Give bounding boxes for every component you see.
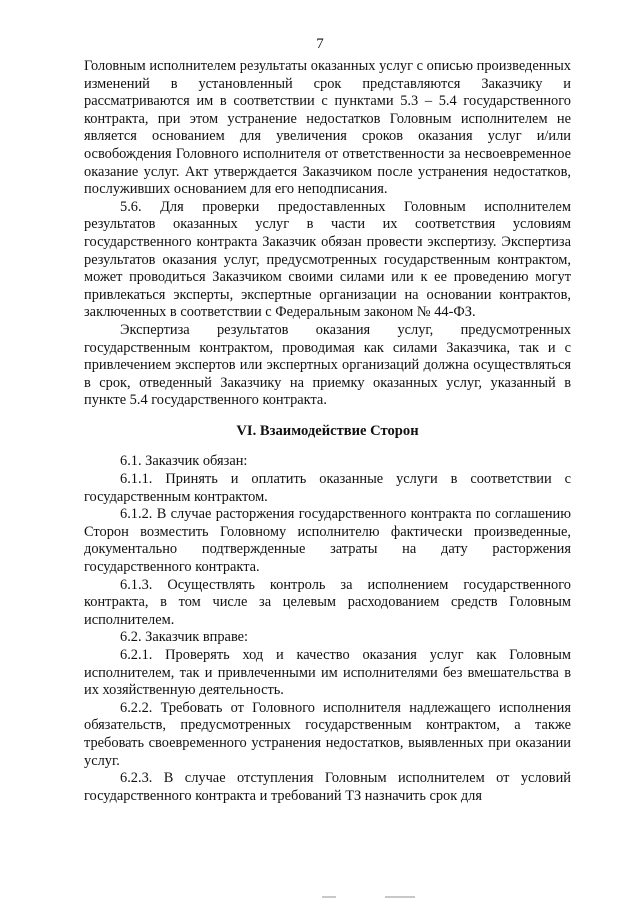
paragraph-6-2-2: 6.2.2. Требовать от Головного исполнителя надлежащего исполнения обязательств, предусмотренных государственным контрактом, а также требовать своевременного устранения недостатков, выявленных при оказании услуг. bbox=[84, 699, 571, 769]
paragraph-expertise: Экспертиза результатов оказания услуг, предусмотренных государственным контрактом, проводимая как силами Заказчика, так и с привлечением экспертов или экспертных организаций должна осуществляться в срок, отведенный Заказчику на приемку оказанных услуг, указанный в пункте 5.4 государственного контракта. bbox=[84, 321, 571, 409]
page-number: 7 bbox=[316, 36, 324, 52]
scan-artifact bbox=[385, 896, 415, 898]
paragraph-continuation: Головным исполнителем результаты оказанных услуг с описью произведенных изменений в установленный срок представляются Заказчику и рассматриваются им в соответствии с пунктами 5.3 – 5.4 государственного контракта, при этом устранение недостатков Головным исполнителем не является основанием для увеличения сроков оказания услуг и/или освобождения Головного исполнителя от ответственности за несвоевременное оказание услуг. Акт утверждается Заказчиком после устранения недостатков, послуживших основанием для его неподписания. bbox=[84, 58, 571, 198]
document-body bbox=[84, 58, 571, 805]
scan-artifact bbox=[322, 896, 336, 898]
paragraph-6-2: 6.2. Заказчик вправе: bbox=[120, 629, 249, 646]
paragraph-6-1: 6.1. Заказчик обязан: bbox=[120, 453, 248, 470]
paragraph-6-1-3: 6.1.3. Осуществлять контроль за исполнением государственного контракта, в том числе за целевым расходованием средств Головным исполнителем. bbox=[84, 576, 571, 628]
paragraph-6-1-1: 6.1.1. Принять и оплатить оказанные услуги в соответствии с государственным контрактом. bbox=[84, 471, 571, 505]
section-heading: VI. Взаимодействие Сторон bbox=[236, 422, 419, 439]
paragraph-6-2-3: 6.2.3. В случае отступления Головным исполнителем от условий государственного контракта и требований ТЗ назначить срок для bbox=[84, 770, 571, 804]
paragraph-6-1-2: 6.1.2. В случае расторжения государственного контракта по соглашению Сторон возместить Головному исполнителю фактически произведенные, документально подтвержденные затраты на дату расторжения государственного контракта. bbox=[84, 506, 571, 576]
paragraph-5-6: 5.6. Для проверки предоставленных Головным исполнителем результатов оказанных услуг в части их соответствия условиям государственного контракта Заказчик обязан провести экспертизу. Экспертиза результатов оказания услуг, предусмотренных государственным контрактом, может проводиться Заказчиком своими силами или к ее проведению могут привлекаться эксперты, экспертные организации на основании контрактов, заключенных в соответствии с Федеральным законом № 44-ФЗ. bbox=[84, 198, 571, 321]
paragraph-6-2-1: 6.2.1. Проверять ход и качество оказания услуг как Головным исполнителем, так и привлеченными им исполнителями без вмешательства в их хозяйственную деятельность. bbox=[84, 647, 571, 699]
